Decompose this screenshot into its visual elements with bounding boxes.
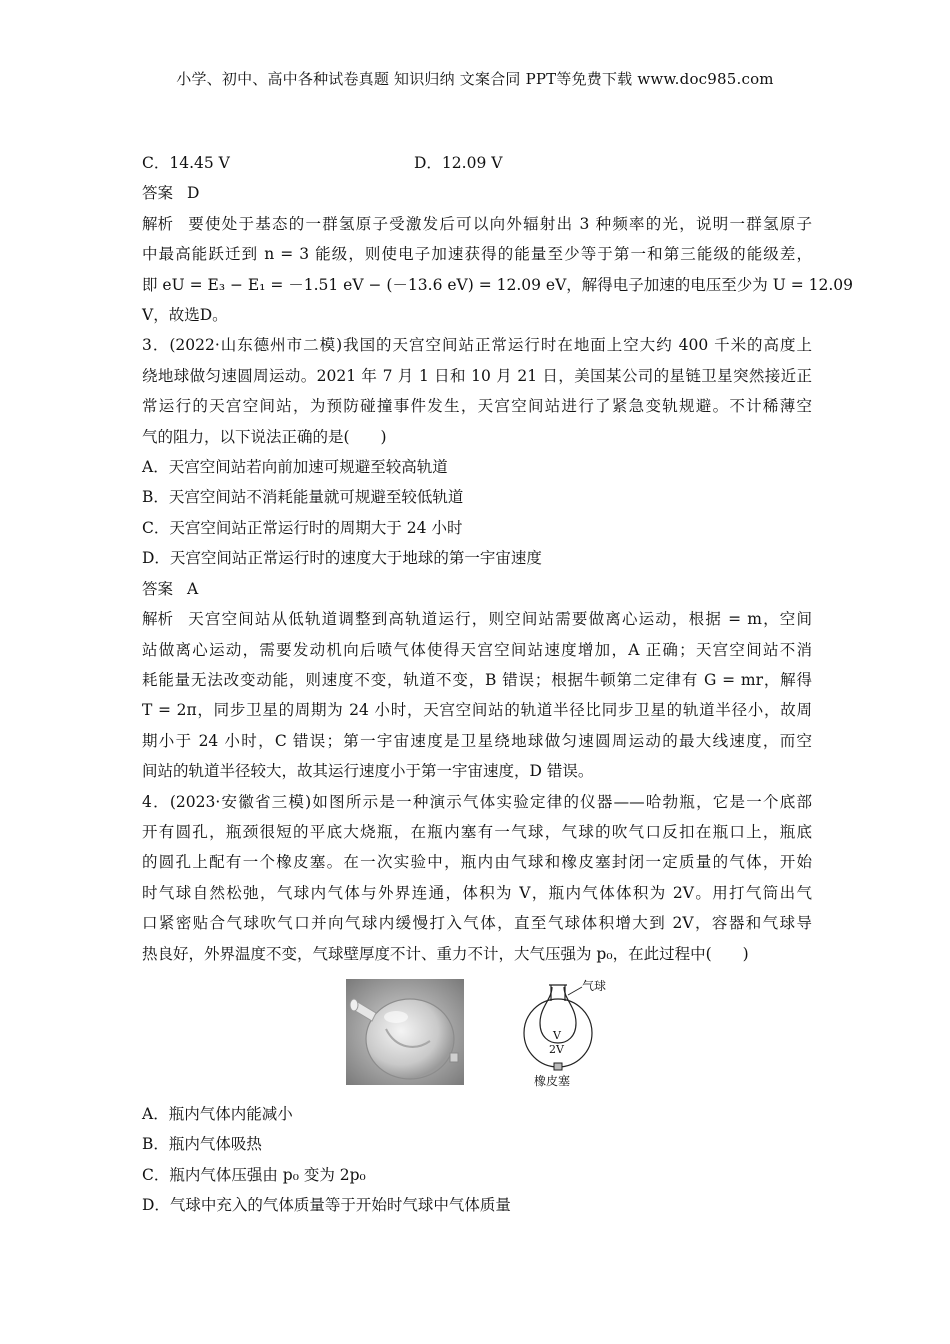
q3-analysis-line: T = 2π，同步卫星的周期为 24 小时，天宫空间站的轨道半径比同步卫星的轨道半径小，故周 [142, 701, 812, 720]
analysis-label: 解析 [142, 610, 174, 629]
q3-option-a: A．天宫空间站若向前加速可规避至较高轨道 [142, 458, 448, 477]
q4-stem-line: 的圆孔上配有一个橡皮塞。在一次实验中，瓶内由气球和橡皮塞封闭一定质量的气体，开始 [142, 853, 812, 872]
q3-analysis-line [142, 604, 812, 634]
q3-stem-line: 绕地球做匀速圆周运动。2021 年 7 月 1 日和 10 月 21 日，美国某公司的星链卫星突然接近正 [142, 366, 812, 385]
v-label: V [553, 1028, 561, 1042]
q3-analysis-line: 期小于 24 小时，C 错误；第一宇宙速度是卫星绕地球做匀速圆周运动的最大线速度，而空 [142, 731, 812, 750]
q2-analysis-line [142, 209, 812, 239]
analysis-text: 天宫空间站从低轨道调整到高轨道运行，则空间站需要做离心运动，根据 = m，空间 [187, 610, 812, 629]
q3-option-c: C．天宫空间站正常运行时的周期大于 24 小时 [142, 518, 463, 537]
document-body [142, 148, 854, 1221]
q4-stem-line: 开有圆孔，瓶颈很短的平底大烧瓶，在瓶内塞有一气球，气球的吹气口反扣在瓶口上，瓶底 [142, 822, 812, 841]
stopper-label: 橡皮塞 [534, 1073, 571, 1088]
q2-option-d: D．12.09 V [414, 154, 503, 172]
q3-analysis-line: 站做离心运动，需要发动机向后喷气体使得天宫空间站速度增加，A 正确；天宫空间站不消 [142, 640, 812, 659]
twov-label: 2V [549, 1042, 564, 1056]
q2-options-row [142, 148, 812, 178]
flask-photo [346, 979, 464, 1085]
q3-stem-line: 气的阻力，以下说法正确的是( ) [142, 427, 387, 446]
analysis-text: 要使处于基态的一群氢原子受激发后可以向外辐射出 3 种频率的光，说明一群氢原子 [187, 214, 812, 233]
q4-stem-line: 口紧密贴合气球吹气口并向气球内缓慢打入气体，直至气球体积增大到 2V，容器和气球导 [142, 914, 812, 933]
page-header: 小学、初中、高中各种试卷真题 知识归纳 文案合同 PPT等免费下载 www.doc985.com [176, 70, 774, 88]
q4-option-a: A．瓶内气体内能减小 [142, 1104, 293, 1123]
q3-stem-line: 常运行的天宫空间站，为预防碰撞事件发生，天宫空间站进行了紧急变轨规避。不计稀薄空 [142, 397, 812, 416]
q4-option-d: D．气球中充入的气体质量等于开始时气球中气体质量 [142, 1196, 511, 1215]
answer-value: A [187, 579, 199, 598]
balloon-label: 气球 [582, 978, 607, 993]
q3-option-d: D．天宫空间站正常运行时的速度大于地球的第一宇宙速度 [142, 549, 542, 568]
analysis-label: 解析 [142, 214, 174, 233]
flask-diagram [512, 977, 624, 1091]
q2-option-c: C．14.45 V [142, 154, 230, 172]
q4-stem-line: 4．(2023·安徽省三模)如图所示是一种演示气体实验定律的仪器——哈勃瓶，它是一个底部 [142, 792, 812, 811]
answer-value: D [187, 184, 200, 203]
q2-analysis-line: 即 eU = E₃ − E₁ = －1.51 eV − (－13.6 eV) = 12.09 eV，解得电子加速的电压至少为 U = 12.09 [142, 275, 854, 294]
q2-analysis-line: V，故选D。 [142, 306, 228, 325]
q4-option-b: B．瓶内气体吸热 [142, 1135, 262, 1154]
q4-figure [142, 977, 812, 1095]
q3-stem-line: 3．(2022·山东德州市二模)我国的天宫空间站正常运行时在地面上空大约 400 千米的高度上 [142, 336, 812, 355]
stopper-shape [554, 1063, 562, 1070]
q3-option-b: B．天宫空间站不消耗能量就可规避至较低轨道 [142, 488, 464, 507]
answer-label: 答案 [142, 184, 174, 203]
q2-analysis-line: 中最高能跃迁到 n = 3 能级，则使电子加速获得的能量至少等于第一和第三能级的能级差， [142, 245, 812, 264]
q3-answer [142, 574, 812, 604]
q2-answer [142, 178, 812, 208]
q3-analysis-line: 间站的轨道半径较大，故其运行速度小于第一宇宙速度，D 错误。 [142, 762, 594, 781]
q4-stem-line: 热良好，外界温度不变，气球壁厚度不计、重力不计，大气压强为 p₀，在此过程中( ) [142, 944, 749, 963]
answer-label: 答案 [142, 579, 174, 598]
q4-option-c: C．瓶内气体压强由 p₀ 变为 2p₀ [142, 1165, 366, 1184]
q3-analysis-line: 耗能量无法改变动能，则速度不变，轨道不变，B 错误；根据牛顿第二定律有 G = mr，解得 [142, 670, 812, 689]
q4-stem-line: 时气球自然松弛，气球内气体与外界连通，体积为 V，瓶内气体体积为 2V。用打气筒出气 [142, 883, 812, 902]
